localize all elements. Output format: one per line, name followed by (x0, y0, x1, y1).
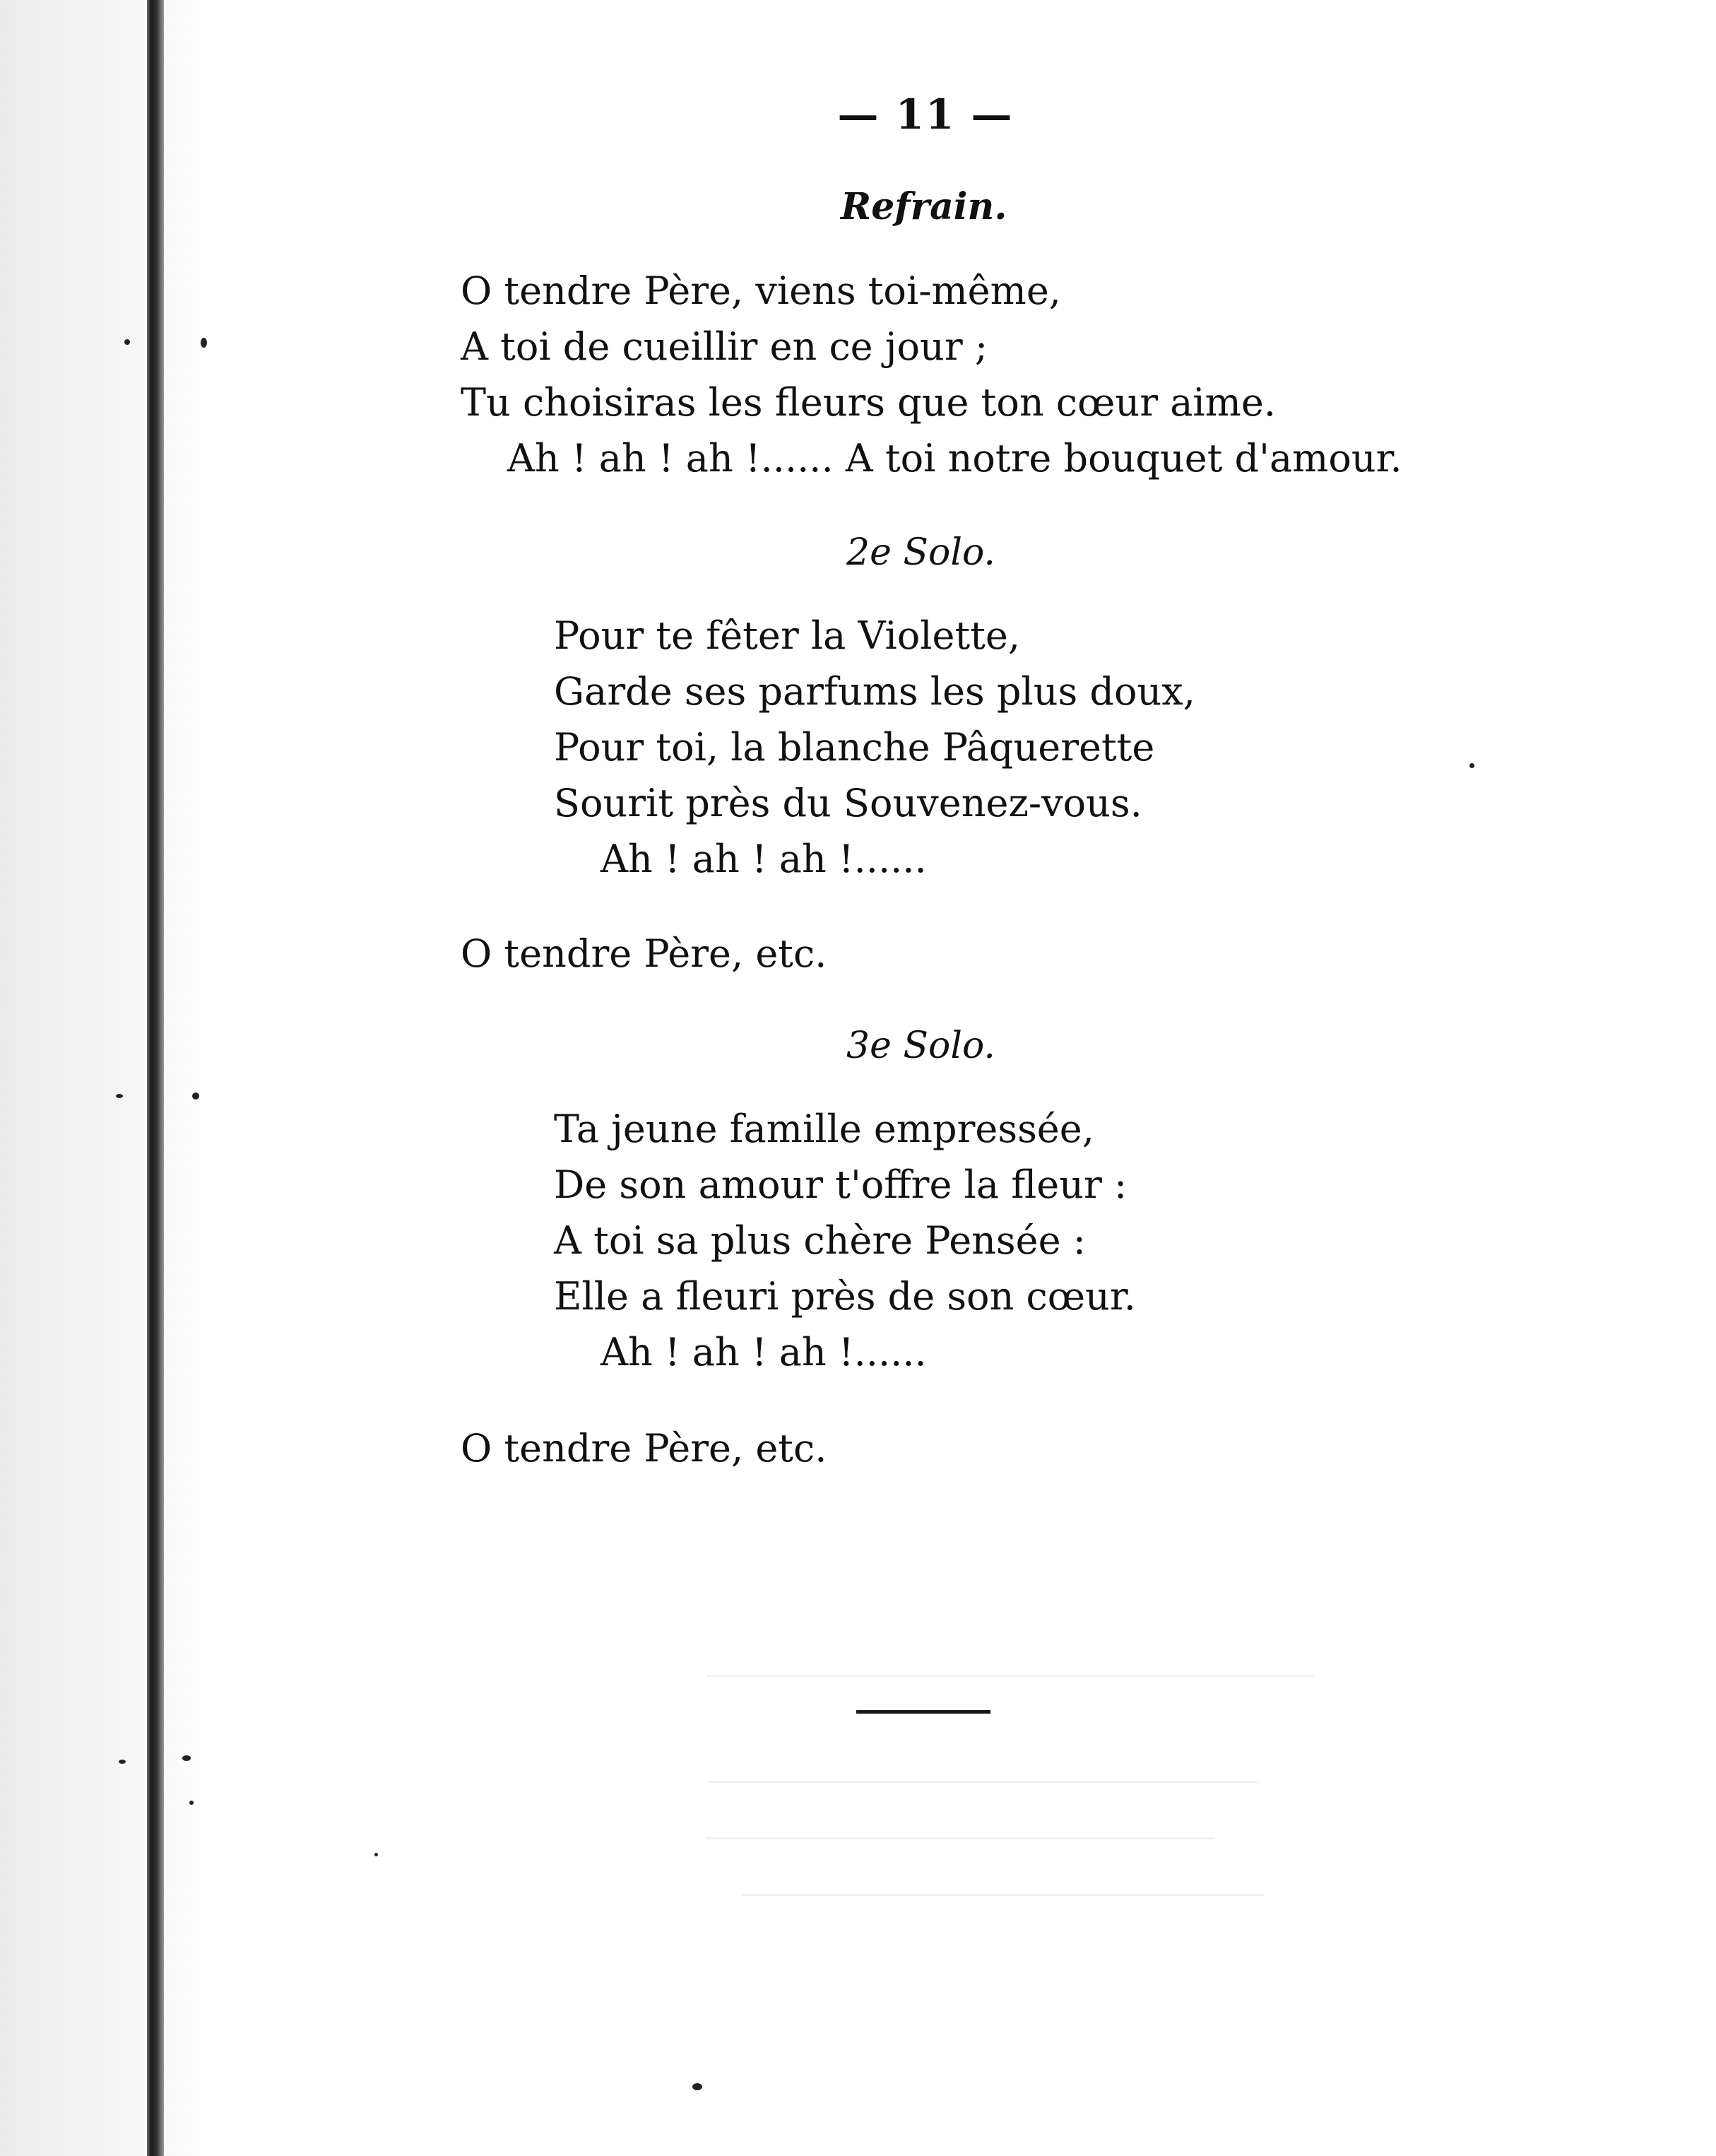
scan-speck (692, 2083, 702, 2090)
scan-speck (182, 1755, 191, 1761)
verse-line: Pour te fêter la Violette, (554, 613, 1021, 658)
refrain-heading: Refrain. (841, 185, 1007, 228)
bleed-through (706, 1837, 1215, 1839)
solo2-refrain-ref: O tendre Père, etc. (461, 931, 827, 976)
verse-line: Tu choisiras les fleurs que ton cœur aime. (461, 380, 1276, 425)
scan-speck (192, 1092, 199, 1100)
verse-line: Pour toi, la blanche Pâquerette (554, 725, 1155, 770)
binding-edge (147, 0, 164, 2156)
solo3-heading: 3e Solo. (846, 1025, 995, 1067)
scan-speck (119, 1760, 126, 1764)
scan-speck (116, 1094, 123, 1098)
verse-line: De son amour t'offre la fleur : (554, 1162, 1128, 1207)
solo3-refrain-ref: O tendre Père, etc. (461, 1426, 827, 1471)
verse-line: A toi de cueillir en ce jour ; (461, 324, 988, 369)
verse-line: O tendre Père, viens toi-même, (461, 269, 1061, 313)
solo3-stanza (554, 1101, 1136, 1380)
solo2-stanza (554, 608, 1195, 887)
verse-line: Elle a fleuri près de son cœur. (554, 1274, 1136, 1319)
scan-speck (124, 339, 130, 345)
verse-line: Ah ! ah ! ah !...... (600, 1330, 927, 1374)
scan-speck (1469, 763, 1474, 768)
scan-speck (189, 1801, 194, 1805)
page-number: — 11 — (837, 90, 1014, 139)
scan-speck (201, 338, 207, 348)
verse-line: Garde ses parfums les plus doux, (554, 669, 1195, 714)
verse-line: Ah ! ah ! ah !...... (600, 837, 927, 881)
refrain-stanza (461, 263, 1402, 486)
bleed-through (742, 1894, 1265, 1896)
bleed-through (706, 1675, 1314, 1677)
bleed-through (706, 1781, 1258, 1783)
end-rule (856, 1710, 990, 1714)
verse-line: A toi sa plus chère Pensée : (554, 1218, 1086, 1263)
verse-line: Ta jeune famille empressée, (554, 1107, 1094, 1151)
scan-speck (374, 1853, 378, 1856)
page-gutter (0, 0, 212, 2156)
solo2-heading: 2e Solo. (846, 531, 995, 574)
verse-line: Ah ! ah ! ah !...... A toi notre bouquet d'amour. (507, 436, 1402, 481)
verse-line: Sourit près du Souvenez-vous. (554, 781, 1142, 825)
